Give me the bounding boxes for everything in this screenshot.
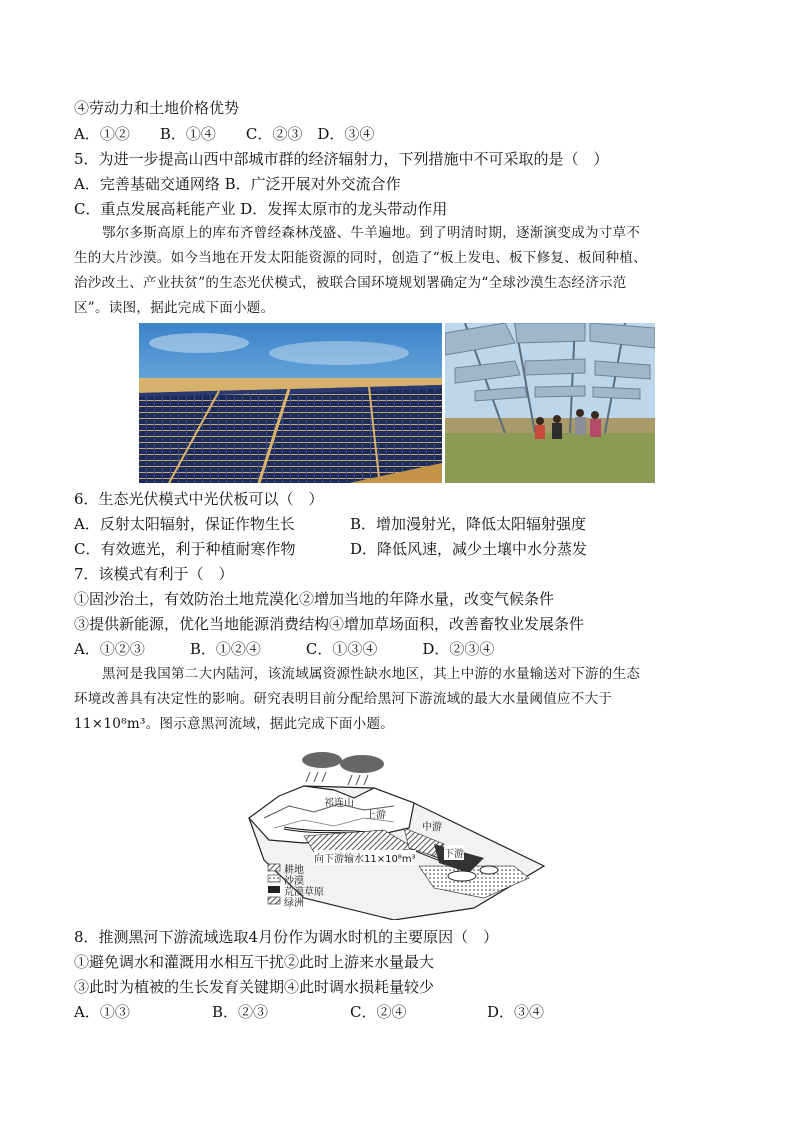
solar-farm-aerial-photo <box>139 323 442 483</box>
q7-statements-1: ①固沙治土，有效防治土地荒漠化②增加当地的年降水量，改变气候条件 <box>74 590 555 608</box>
q8-stem: 8．推测黑河下游流域选取4月份作为调水时机的主要原因（ ） <box>74 928 499 946</box>
q8-option-b: B．②③ <box>212 1003 269 1021</box>
q4-options: A．①② B．①④ C．②③ D．③④ <box>74 125 375 143</box>
label-upstream: 上游 <box>366 810 386 821</box>
passage2-line1: 黑河是我国第二大内陆河，该流域属资源性缺水地区，其上中游的水量输送对下游的生态 <box>102 666 641 682</box>
q8-option-c: C．②④ <box>350 1003 407 1021</box>
passage1-line1: 鄂尔多斯高原上的库布齐曾经森林茂盛、牛羊遍地。到了明清时期，逐渐演变成为寸草不 <box>102 225 641 241</box>
label-qilian-mountains: 祁连山 <box>324 798 354 809</box>
q5-options-cd: C．重点发展高耗能产业 D．发挥太原市的龙头带动作用 <box>74 200 448 218</box>
q6-stem: 6．生态光伏模式中光伏板可以（ ） <box>74 490 324 508</box>
q8-option-a: A．①③ <box>74 1003 130 1021</box>
passage2-line2: 环境改善具有决定性的影响。研究表明目前分配给黑河下游流域的最大水量阈值应不大于 <box>74 691 613 707</box>
legend-oasis: 绿洲 <box>284 898 304 909</box>
q7-stem: 7．该模式有利于（ ） <box>74 565 234 583</box>
legend-desert-steppe: 荒漠草原 <box>284 887 324 898</box>
q6-option-a: A．反射太阳辐射，保证作物生长 <box>74 515 295 533</box>
legend-farmland: 耕地 <box>284 865 304 876</box>
q6-option-d: D．降低风速，减少土壤中水分蒸发 <box>350 540 588 558</box>
q4-item-4: ④劳动力和土地价格优势 <box>74 99 240 117</box>
legend-desert: 沙漠 <box>284 876 304 887</box>
passage1-line3: 治沙改土、产业扶贫”的生态光伏模式，被联合国环境规划署确定为“全球沙漠生态经济示范 <box>74 275 627 291</box>
q7-statements-2: ③提供新能源，优化当地能源消费结构④增加草场面积，改善畜牧业发展条件 <box>74 615 585 633</box>
label-water-transfer: 向下游输水11×10⁸m³ <box>314 850 416 865</box>
q6-option-b: B．增加漫射光，降低太阳辐射强度 <box>350 515 587 533</box>
passage-kubuqi <box>74 221 724 321</box>
passage1-line2: 生的大片沙漠。如今当地在开发太阳能资源的同时，创造了“板上发电、板下修复、板间种植、 <box>74 250 647 266</box>
q5-stem: 5．为进一步提高山西中部城市群的经济辐射力，下列措施中不可采取的是（ ） <box>74 150 609 168</box>
q8-statements-2: ③此时为植被的生长发育关键期④此时调水损耗量较少 <box>74 978 435 996</box>
under-panel-planting-photo <box>445 323 655 483</box>
passage2-line3: 11×10⁸m³。图示意黑河流域，据此完成下面小题。 <box>74 716 395 732</box>
label-midstream: 中游 <box>422 822 442 833</box>
passage-heihe <box>74 662 724 737</box>
q6-option-c: C．有效遮光，利于种植耐寒作物 <box>74 540 296 558</box>
q8-statements-1: ①避免调水和灌溉用水相互干扰②此时上游来水量最大 <box>74 953 435 971</box>
passage1-line4: 区”。读图，据此完成下面小题。 <box>74 300 275 316</box>
q8-option-d: D．③④ <box>487 1003 545 1021</box>
label-downstream: 下游 <box>444 845 464 860</box>
q7-options: A．①②③ B．①②④ C．①③④ D．②③④ <box>74 640 495 658</box>
q5-options-ab: A．完善基础交通网络 B．广泛开展对外交流合作 <box>74 175 401 193</box>
heihe-basin-diagram <box>244 748 546 920</box>
